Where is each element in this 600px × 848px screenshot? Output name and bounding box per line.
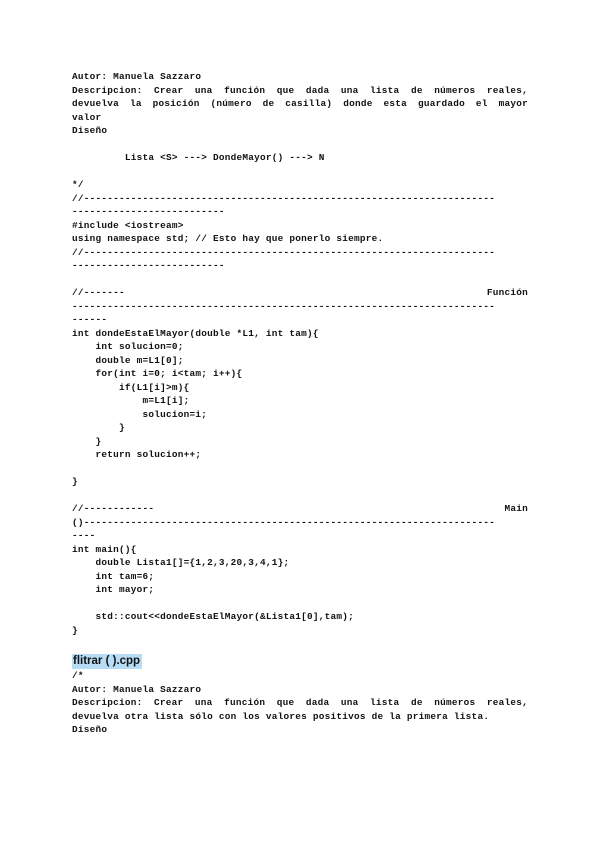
description-line: devuelva la posición (número de casilla) donde esta guardado el mayor — [72, 98, 528, 109]
design-line: Lista <S> ---> DondeMayor() ---> N — [72, 152, 325, 163]
code-line: if(L1[i]>m){ — [72, 381, 190, 393]
code-line — [72, 462, 528, 476]
separator-line: ------------------------------------------------------------------------ — [72, 300, 496, 312]
code-line: double Lista1[]={1,2,3,20,3,4,1}; — [72, 557, 290, 568]
blank-line — [72, 273, 528, 287]
include-line: #include <iostream> — [72, 219, 184, 231]
code-line: int mayor; — [72, 584, 155, 595]
comment-start: /* — [72, 670, 84, 681]
description-line: valor — [72, 111, 102, 123]
separator-line: ()---------------------------------------------------------------------- — [72, 516, 496, 528]
code-line: return solucion++; — [72, 449, 202, 460]
code-line: int main(){ — [72, 543, 137, 555]
code-line: std::cout<<dondeEstaElMayor(&Lista1[0],tam); — [72, 611, 355, 622]
code-line: for(int i=0; i<tam; i++){ — [72, 368, 243, 379]
blank-line — [72, 489, 528, 503]
separator-line: //---------------------------------------------------------------------- — [72, 192, 496, 204]
blank-line — [72, 165, 528, 179]
code-line: int tam=6; — [72, 570, 155, 582]
description-line: devuelva otra lista sólo con los valores positivos de la primera lista. — [72, 710, 490, 722]
design-label: Diseño — [72, 724, 108, 735]
using-line: using namespace std; // Esto hay que ponerlo siempre. — [72, 233, 384, 244]
code-line: int dondeEstaElMayor(double *L1, int tam){ — [72, 327, 319, 339]
main-section-header — [72, 502, 528, 516]
file-title-wrap — [72, 651, 528, 667]
function-code-block — [72, 327, 528, 489]
code-line: } — [72, 476, 78, 487]
comment-end: */ — [72, 179, 84, 190]
blank-line — [72, 138, 528, 152]
file-title: flitrar ( ).cpp — [73, 655, 141, 667]
function-sep-left: //------- — [72, 287, 125, 298]
author-line: Autor: Manuela Sazzaro — [72, 71, 202, 82]
main-sep-label: Main — [504, 503, 528, 514]
function-section-header — [72, 286, 528, 300]
code-line: } — [72, 435, 102, 447]
description-line: Descripcion: Crear una función que dada una lista de números reales, — [72, 84, 528, 96]
separator-line: ---- — [72, 530, 96, 541]
document-page — [72, 70, 528, 737]
separator-line: -------------------------- — [72, 206, 225, 217]
separator-line: //---------------------------------------------------------------------- — [72, 246, 496, 258]
code-line: solucion=i; — [72, 408, 208, 420]
code-line: double m=L1[0]; — [72, 354, 184, 366]
main-code-block — [72, 543, 528, 638]
code-line: } — [72, 422, 125, 433]
main-sep-left: //------------ — [72, 503, 155, 514]
code-line: } — [72, 624, 78, 636]
function-sep-label: Función — [486, 287, 528, 298]
separator-line: ------ — [72, 314, 108, 325]
description-line: Descripcion: Crear una función que dada una lista de números reales, — [72, 697, 528, 708]
design-label: Diseño — [72, 125, 108, 136]
separator-line: -------------------------- — [72, 260, 225, 271]
code-line — [72, 597, 528, 611]
code-line: m=L1[i]; — [72, 395, 190, 406]
code-line: int solucion=0; — [72, 341, 184, 352]
author-line: Autor: Manuela Sazzaro — [72, 683, 202, 695]
